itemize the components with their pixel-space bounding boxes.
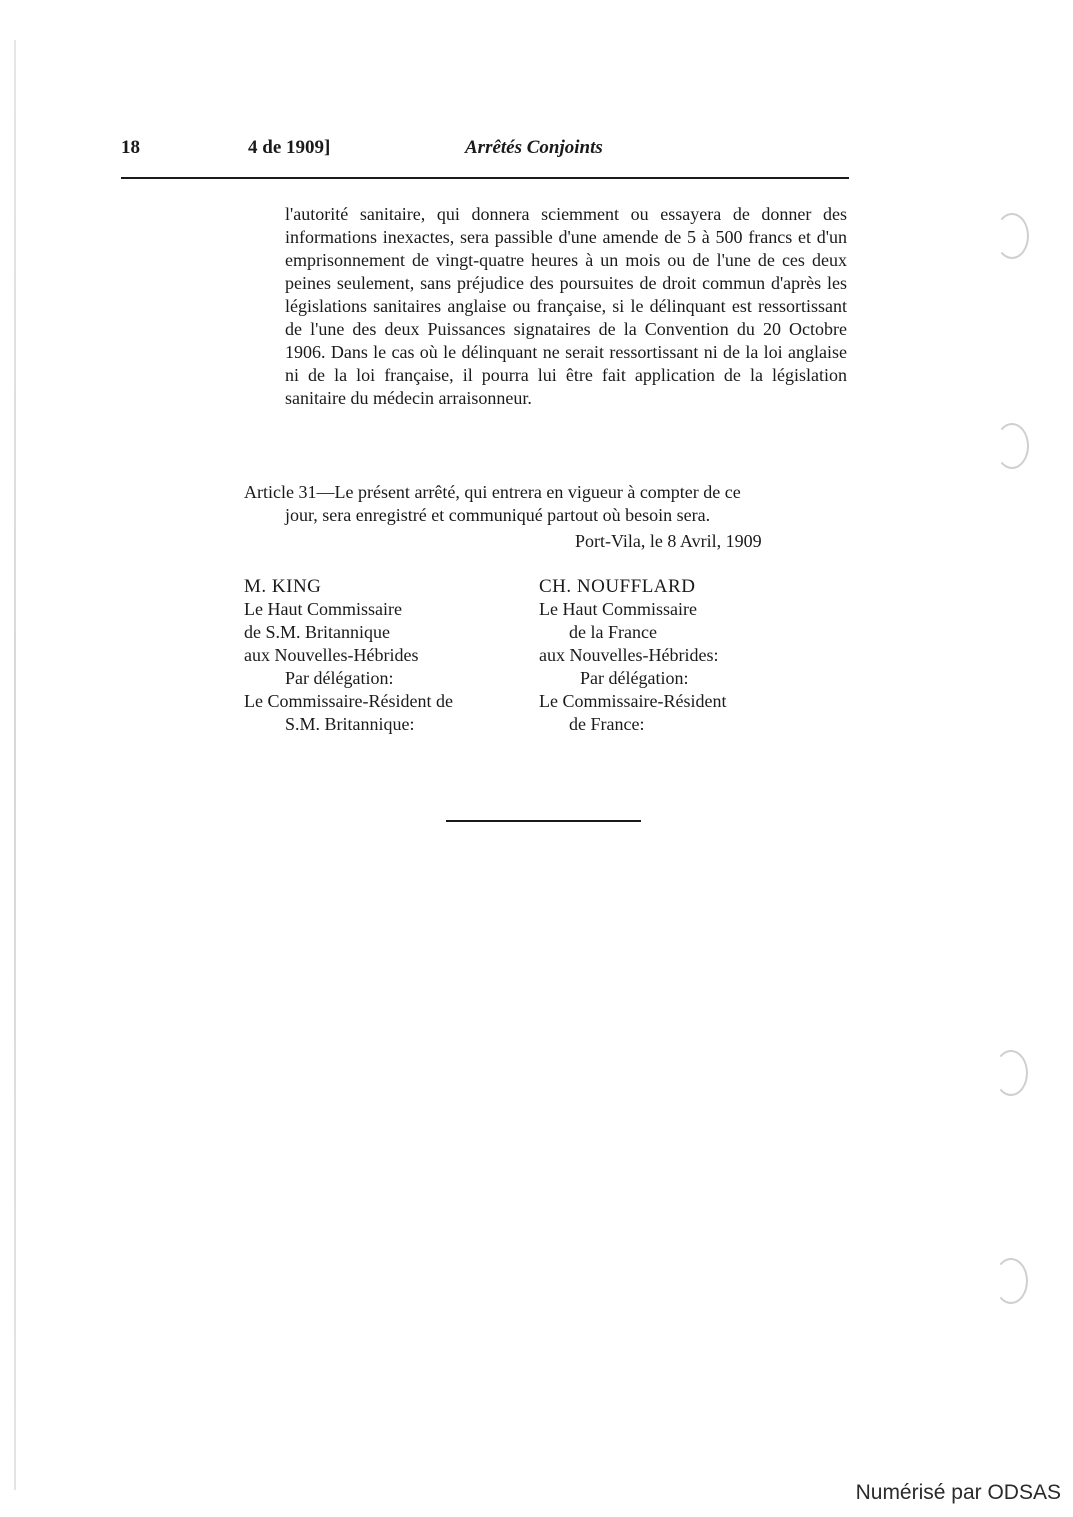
signatory-title: Le Haut Commissaire <box>244 599 402 619</box>
signatory-title: de la France <box>569 622 657 642</box>
signatory-title: aux Nouvelles-Hébrides <box>244 645 419 665</box>
signatory-name: CH. NOUFFLARD <box>539 576 696 597</box>
digitization-watermark: Numérisé par ODSAS <box>855 1481 1061 1504</box>
signature-right <box>539 575 726 736</box>
delegate-title: de France: <box>569 714 645 734</box>
page-edge-shadow <box>14 40 16 1490</box>
punch-hole-icon <box>994 1050 1028 1096</box>
header-rule <box>121 177 849 179</box>
punch-hole-icon <box>995 213 1029 259</box>
delegation-label: Par délégation: <box>580 668 689 688</box>
signatory-name: M. KING <box>244 576 322 597</box>
delegate-title: Le Commissaire-Résident de <box>244 691 453 711</box>
delegate-title: Le Commissaire-Résident <box>539 691 727 711</box>
article-line-2: jour, sera enregistré et communiqué partout où besoin sera. <box>285 505 711 525</box>
place-date: Port-Vila, le 8 Avril, 1909 <box>575 531 762 551</box>
end-rule <box>446 820 641 822</box>
article-line-1: Article 31—Le présent arrêté, qui entrera en vigueur à compter de ce <box>244 482 741 502</box>
signatory-title: de S.M. Britannique <box>244 622 390 642</box>
year-reference: 4 de 1909] <box>248 137 331 158</box>
delegate-title: S.M. Britannique: <box>285 714 415 734</box>
page-number: 18 <box>121 137 140 158</box>
signatory-title: Le Haut Commissaire <box>539 599 697 619</box>
running-title: Arrêtés Conjoints <box>465 137 603 158</box>
body-paragraph: l'autorité sanitaire, qui donnera sciemment ou essayera de donner des informations inexactes, sera passible d'une amende de 5 à 500 francs et d'un emprisonnement de vingt-quatre heures à un mois ou de l'une de ces deux peines seulement, sans préjudice des poursuites de droit commun d'après les législations sanitaires anglaise ou française, si le délinquant est ressortissant de l'une des deux Puissances signataires de la Convention du 20 Octobre 1906. Dans le cas où le délinquant ne serait ressortissant ni de la loi anglaise ni de la loi française, il pourra lui être fait application de la législation sanitaire du médecin arraisonneur. <box>285 204 847 408</box>
punch-hole-icon <box>994 1258 1028 1304</box>
punch-hole-icon <box>995 423 1029 469</box>
page-header <box>121 137 849 165</box>
signature-left <box>244 575 453 736</box>
signatory-title: aux Nouvelles-Hébrides: <box>539 645 719 665</box>
article-31 <box>244 481 854 527</box>
delegation-label: Par délégation: <box>285 668 394 688</box>
